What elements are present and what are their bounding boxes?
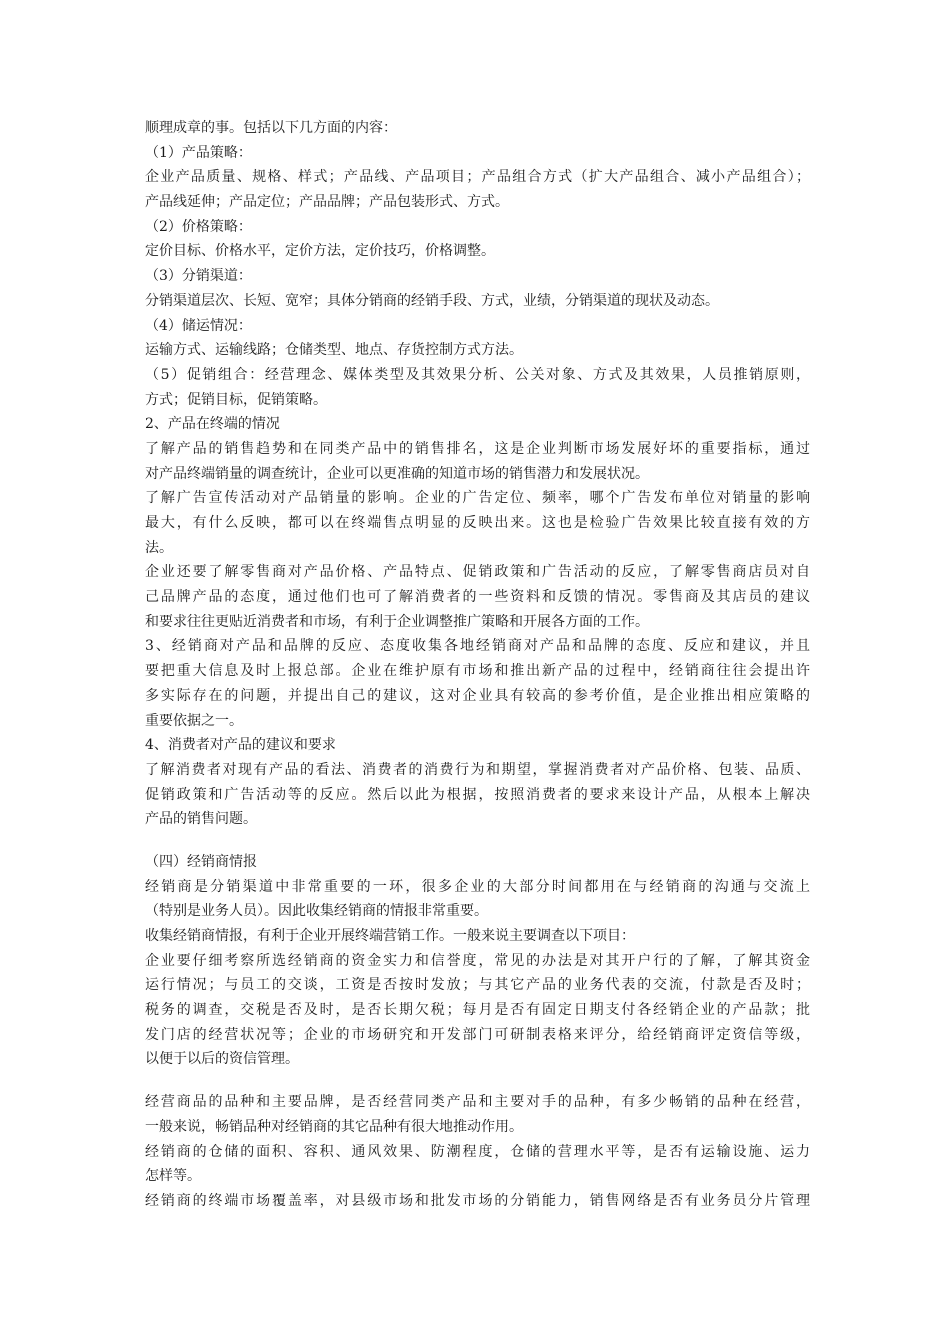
text-line: 2、产品在终端的情况 [145, 416, 280, 433]
text-line: 经销商的终端市场覆盖率，对县级市场和批发市场的分销能力，销售网络是否有业务员分片管理 [145, 1192, 810, 1209]
text-line: 法。 [145, 539, 173, 556]
document-page [145, 116, 810, 1214]
text-line: 对产品终端销量的调查统计，企业可以更准确的知道市场的销售潜力和发展状况。 [145, 465, 649, 482]
text-line: 己品牌产品的态度，通过他们也可了解消费者的一些资料和反馈的情况。零售商及其店员的建议 [145, 589, 810, 606]
text-line: 最大，有什么反映，都可以在终端售点明显的反映出来。这也是检验广告效果比较直接有效的方 [145, 515, 810, 531]
text-line: 企业要仔细考察所选经销商的资金实力和信誉度，常见的办法是对其开户行的了解，了解其资金 [145, 952, 810, 969]
text-line: 了解产品的销售趋势和在同类产品中的销售排名，这是企业判断市场发展好坏的重要指标，通过 [145, 440, 810, 457]
paragraph [145, 949, 810, 1072]
text-line: （5）促销组合：经营理念、媒体类型及其效果分析、公关对象、方式及其效果，人员推销原则， [145, 366, 810, 383]
text-line: 经营商品的品种和主要品牌，是否经营同类产品和主要对手的品种，有多少畅销的品种在经营， [145, 1094, 810, 1111]
text-line: 企业产品质量、规格、样式；产品线、产品项目；产品组合方式（扩大产品组合、减小产品组合）； [145, 169, 810, 186]
paragraph [145, 850, 810, 875]
paragraph [145, 1090, 810, 1139]
paragraph [145, 239, 810, 264]
text-line: 了解消费者对现有产品的看法、消费者的消费行为和期望，掌握消费者对产品价格、包装、品质、 [145, 761, 810, 778]
text-line: 和要求往往更贴近消费者和市场，有利于企业调整推广策略和开展各方面的工作。 [145, 613, 649, 630]
paragraph [145, 634, 810, 733]
paragraph [145, 560, 810, 634]
text-line: 顺理成章的事。包括以下几方面的内容： [145, 120, 397, 136]
text-line: 经销商的仓储的面积、容积、通风效果、防潮程度，仓储的营理水平等，是否有运输设施、运力 [145, 1143, 810, 1160]
text-line: 重要依据之一。 [145, 712, 243, 729]
text-line: （四）经销商情报 [145, 853, 257, 870]
text-line: 经销商是分销渠道中非常重要的一环，很多企业的大部分时间都用在与经销商的沟通与交流上 [145, 878, 810, 895]
paragraph [145, 141, 810, 166]
text-line: 发门店的经营状况等；企业的市场研究和开发部门可研制表格来评分，给经销商评定资信等级， [145, 1026, 810, 1043]
text-line: （3）分销渠道： [145, 268, 252, 285]
paragraph [145, 363, 810, 412]
text-line: 收集经销商情报，有利于企业开展终端营销工作。一般来说主要调查以下项目： [145, 928, 635, 944]
text-line: 产品线延伸；产品定位；产品品牌；产品包装形式、方式。 [145, 194, 509, 211]
paragraph [145, 758, 810, 832]
text-line: 方式；促销目标，促销策略。 [145, 391, 327, 408]
paragraph [145, 486, 810, 560]
text-line: 要把重大信息及时上报总部。企业在维护原有市场和推出新产品的过程中，经销商往往会提出许 [145, 663, 810, 680]
paragraph [145, 116, 810, 141]
text-line: 3、经销商对产品和品牌的反应、态度收集各地经销商对产品和品牌的态度、反应和建议，并且 [145, 638, 810, 655]
text-line: （1）产品策略： [145, 144, 252, 161]
text-line: 一般来说，畅销品种对经销商的其它品种有很大地推动作用。 [145, 1118, 523, 1135]
text-line: （2）价格策略： [145, 218, 252, 235]
paragraph [145, 1189, 810, 1214]
paragraph [145, 338, 810, 363]
text-line: 运行情况；与员工的交谈，工资是否按时发放；与其它产品的业务代表的交流，付款是否及时； [145, 977, 810, 994]
text-line: 多实际存在的问题，并提出自己的建议，这对企业具有较高的参考价值，是企业推出相应策略的 [145, 687, 810, 704]
text-line: 产品的销售问题。 [145, 811, 257, 828]
text-line: 促销政策和广告活动等的反应。然后以此为根据，按照消费者的要求来设计产品，从根本上解决 [145, 786, 810, 803]
text-line: 4、消费者对产品的建议和要求 [145, 737, 336, 754]
text-line: 企业还要了解零售商对产品价格、产品特点、促销政策和广告活动的反应，了解零售商店员对自 [145, 564, 810, 581]
paragraph [145, 733, 810, 758]
text-line: 分销渠道层次、长短、宽窄；具体分销商的经销手段、方式，业绩，分销渠道的现状及动态。 [145, 292, 719, 309]
paragraph [145, 215, 810, 240]
paragraph [145, 264, 810, 289]
paragraph [145, 314, 810, 339]
paragraph [145, 165, 810, 214]
paragraph [145, 289, 810, 314]
paragraph [145, 437, 810, 486]
paragraph [145, 1140, 810, 1189]
text-line: 怎样等。 [145, 1168, 201, 1185]
text-line: （4）储运情况： [145, 317, 252, 334]
text-line: 税务的调查，交税是否及时，是否长期欠税；每月是否有固定日期支付各经销企业的产品款；批 [145, 1002, 810, 1019]
paragraph [145, 924, 810, 949]
text-line: 运输方式、运输线路；仓储类型、地点、存货控制方式方法。 [145, 342, 523, 359]
paragraph-gap [145, 832, 810, 850]
text-line: 定价目标、价格水平，定价方法，定价技巧，价格调整。 [145, 243, 495, 260]
text-line: 了解广告宣传活动对产品销量的影响。企业的广告定位、频率，哪个广告发布单位对销量的影响 [145, 490, 810, 507]
text-line: （特别是业务人员）。因此收集经销商的情报非常重要。 [145, 903, 488, 920]
paragraph [145, 412, 810, 437]
paragraph-gap [145, 1072, 810, 1090]
paragraph [145, 875, 810, 924]
text-line: 以便于以后的资信管理。 [145, 1051, 299, 1068]
